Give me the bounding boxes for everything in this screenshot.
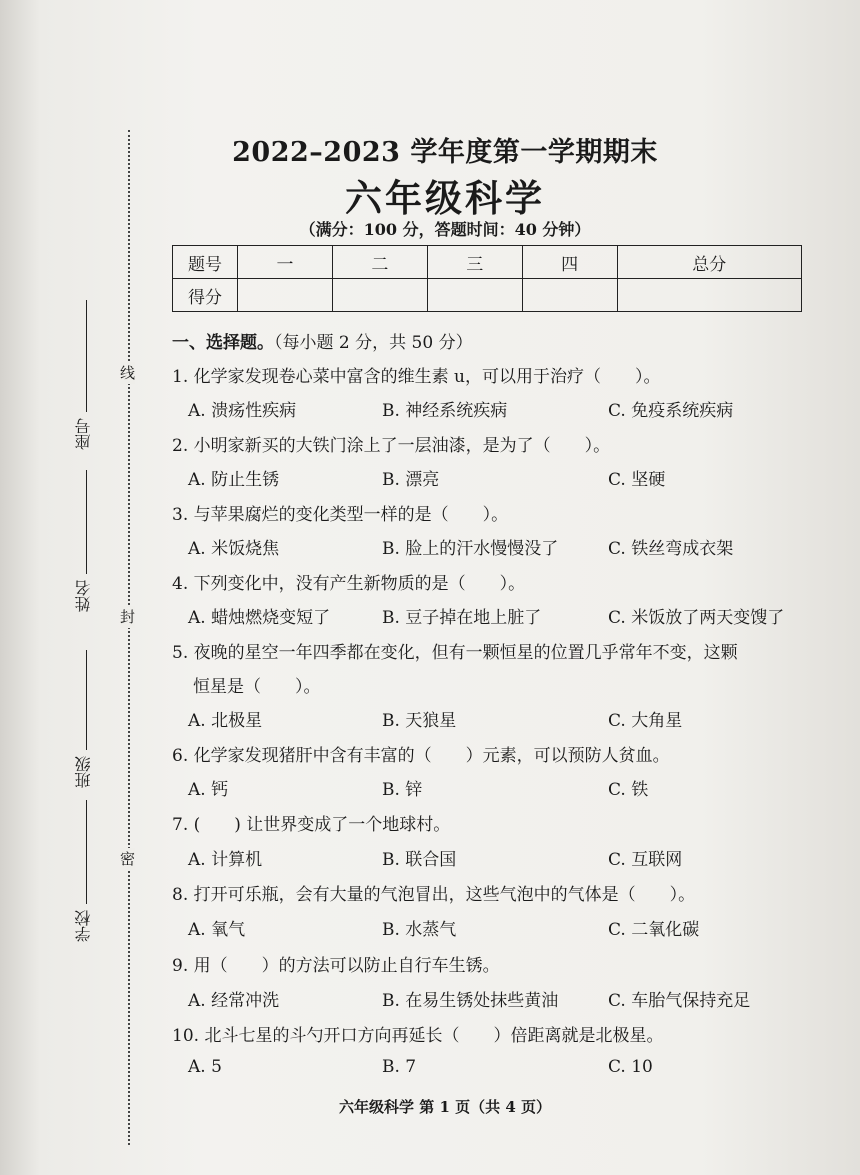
score-table-row-header: [173, 246, 802, 279]
page-footer: 六年级科学 第 1 页（共 4 页）: [339, 1098, 551, 1116]
question-8: 8. 打开可乐瓶，会有大量的气泡冒出，这些气泡中的气体是（ ）。: [172, 885, 696, 905]
options-5: [188, 706, 828, 731]
score-input-cell[interactable]: [238, 279, 333, 312]
field-line: [86, 650, 87, 750]
score-cell: 得分: [173, 279, 238, 312]
margin-mark-feng: 封: [120, 608, 136, 626]
option-c[interactable]: C. 互联网: [608, 850, 683, 870]
margin-mark-xian: 线: [120, 364, 136, 382]
option-c[interactable]: C. 免疫系统疾病: [608, 401, 734, 421]
field-name: [72, 470, 102, 640]
score-table: [172, 245, 802, 312]
score-cell: 题号: [173, 246, 238, 279]
field-label: 座号: [74, 418, 93, 450]
field-line: [86, 800, 87, 904]
score-input-cell[interactable]: [522, 279, 617, 312]
score-input-cell[interactable]: [427, 279, 522, 312]
question-5-continued: 恒星是（ ）。: [193, 677, 321, 697]
option-a[interactable]: A. 氧气: [188, 920, 246, 940]
score-cell: 一: [238, 246, 333, 279]
option-c[interactable]: C. 铁: [608, 780, 649, 800]
field-label: 学校: [74, 910, 93, 942]
section-heading: [172, 328, 473, 353]
options-6: [188, 775, 828, 800]
score-cell: 总分: [617, 246, 802, 279]
options-4: [188, 603, 828, 628]
option-b[interactable]: B. 神经系统疾病: [382, 401, 508, 421]
options-10: [188, 1057, 828, 1079]
options-9: [188, 986, 828, 1011]
question-1: 1. 化学家发现卷心菜中富含的维生素 u，可以用于治疗（ ）。: [172, 367, 661, 387]
option-a[interactable]: A. 5: [188, 1057, 222, 1077]
option-c[interactable]: C. 车胎气保持充足: [608, 991, 751, 1011]
options-8: [188, 915, 828, 940]
option-a[interactable]: A. 北极星: [188, 711, 263, 731]
options-1: [188, 396, 828, 421]
field-school: [72, 800, 102, 945]
option-c[interactable]: C. 10: [608, 1057, 653, 1077]
score-table-row-score: [173, 279, 802, 312]
field-label: 班级: [74, 756, 93, 788]
question-6: 6. 化学家发现猪肝中含有丰富的（ ）元素，可以预防人贫血。: [172, 746, 670, 766]
question-3: 3. 与苹果腐烂的变化类型一样的是（ ）。: [172, 505, 509, 525]
score-cell: 四: [522, 246, 617, 279]
option-b[interactable]: B. 水蒸气: [382, 920, 457, 940]
option-c[interactable]: C. 大角星: [608, 711, 683, 731]
field-line: [86, 300, 87, 412]
field-line: [86, 470, 87, 574]
field-label: 姓名: [74, 580, 93, 612]
margin-mark-mi: 密: [120, 850, 136, 868]
option-b[interactable]: B. 脸上的汗水慢慢没了: [382, 539, 559, 559]
option-a[interactable]: A. 溃疡性疾病: [188, 401, 297, 421]
option-c[interactable]: C. 坚硬: [608, 470, 666, 490]
exam-meta: （满分：100 分，答题时间：40 分钟）: [299, 220, 591, 239]
question-10: 10. 北斗七星的斗勺开口方向再延长（ ）倍距离就是北极星。: [172, 1026, 664, 1046]
question-5: 5. 夜晚的星空一年四季都在变化，但有一颗恒星的位置几乎常年不变，这颗: [172, 643, 738, 663]
option-c[interactable]: C. 二氧化碳: [608, 920, 700, 940]
field-seat-number: [72, 300, 102, 450]
field-class: [72, 650, 102, 790]
question-4: 4. 下列变化中，没有产生新物质的是（ ）。: [172, 574, 526, 594]
binding-dotted-line: [128, 130, 130, 1145]
option-a[interactable]: A. 计算机: [188, 850, 263, 870]
score-cell: 三: [427, 246, 522, 279]
option-b[interactable]: B. 在易生锈处抹些黄油: [382, 991, 559, 1011]
score-input-cell[interactable]: [617, 279, 802, 312]
options-7: [188, 845, 828, 870]
option-a[interactable]: A. 防止生锈: [188, 470, 280, 490]
option-b[interactable]: B. 漂亮: [382, 470, 440, 490]
question-2: 2. 小明家新买的大铁门涂上了一层油漆，是为了（ ）。: [172, 436, 611, 456]
question-7: 7. ( ) 让世界变成了一个地球村。: [172, 815, 451, 835]
exam-term-title: 2022–2023 学年度第一学期期末: [232, 137, 658, 168]
question-9: 9. 用（ ）的方法可以防止自行车生锈。: [172, 956, 500, 976]
option-a[interactable]: A. 蜡烛燃烧变短了: [188, 608, 331, 628]
exam-subject-title: 六年级科学: [345, 176, 545, 220]
options-2: [188, 465, 828, 490]
option-a[interactable]: A. 经常冲洗: [188, 991, 280, 1011]
option-b[interactable]: B. 天狼星: [382, 711, 457, 731]
option-b[interactable]: B. 锌: [382, 780, 423, 800]
option-c[interactable]: C. 铁丝弯成衣架: [608, 539, 734, 559]
options-3: [188, 534, 828, 559]
option-a[interactable]: A. 钙: [188, 780, 229, 800]
score-cell: 二: [332, 246, 427, 279]
section-title: 一、选择题。: [172, 333, 274, 353]
section-note: （每小题 2 分，共 50 分）: [274, 333, 473, 353]
option-c[interactable]: C. 米饭放了两天变馊了: [608, 608, 785, 628]
option-b[interactable]: B. 豆子掉在地上脏了: [382, 608, 542, 628]
score-input-cell[interactable]: [332, 279, 427, 312]
option-b[interactable]: B. 联合国: [382, 850, 457, 870]
option-b[interactable]: B. 7: [382, 1057, 417, 1077]
option-a[interactable]: A. 米饭烧焦: [188, 539, 280, 559]
